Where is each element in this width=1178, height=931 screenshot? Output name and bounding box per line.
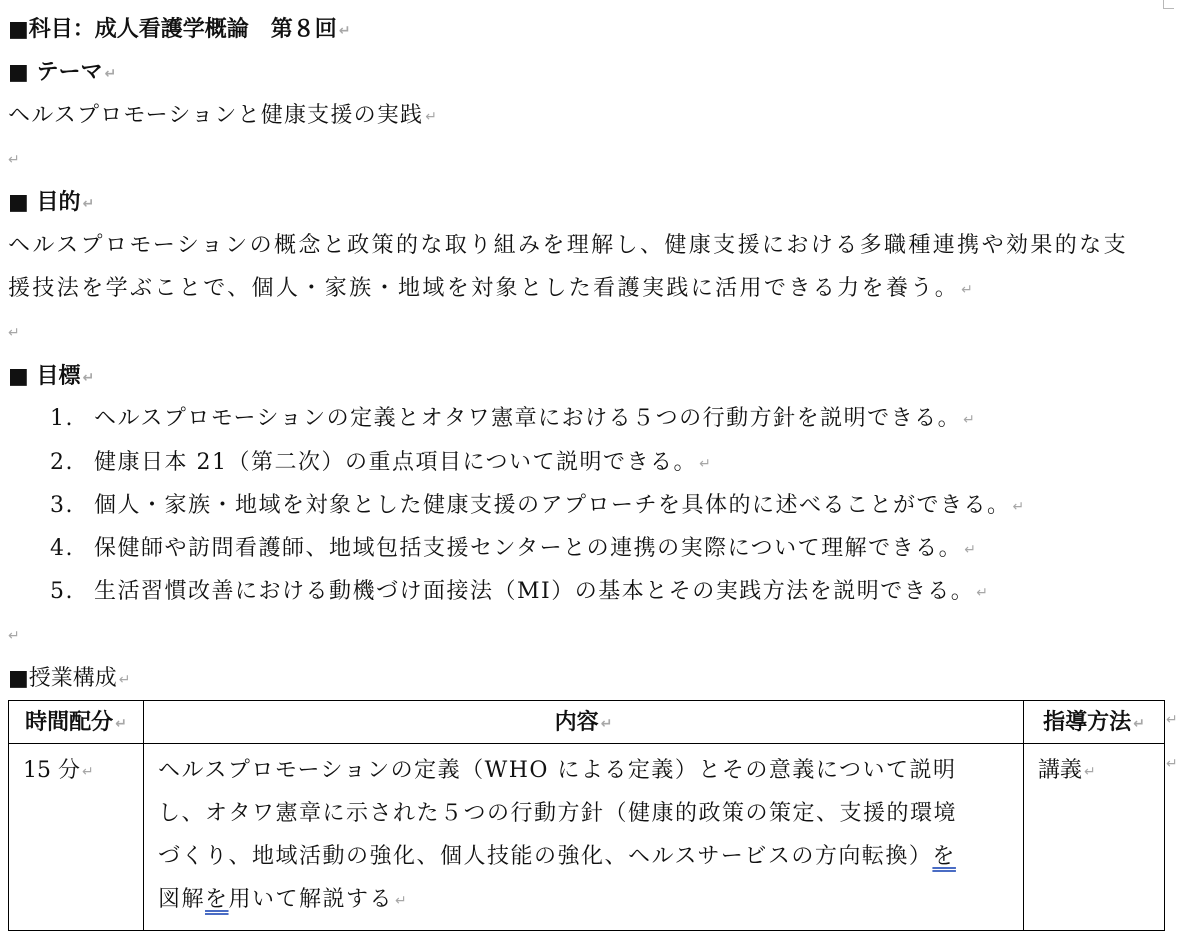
table-header-cell[interactable] — [9, 701, 144, 744]
page-corner-marker — [1163, 0, 1174, 9]
content-line-text: 図解 — [158, 887, 206, 912]
goal-text: ヘルスプロモーションの定義とオタワ憲章における５つの行動方針を説明できる。 — [94, 406, 962, 431]
theme-heading-text: ■ テーマ — [8, 59, 103, 85]
theme-text[interactable] — [8, 101, 438, 132]
content-line: し、オタワ憲章に示された５つの行動方針（健康的政策の策定、支援的環境 — [158, 801, 958, 826]
paragraph-mark-icon: ↵ — [1084, 764, 1096, 780]
content-line — [158, 835, 1015, 878]
content-line — [158, 878, 1015, 923]
goal-item[interactable] — [50, 577, 989, 608]
purpose-line-1: ヘルスプロモーションの概念と政策的な取り組みを理解し、健康支援における多職種連携や効果的な支 — [8, 233, 1128, 258]
row-time: 15 分 — [23, 758, 80, 783]
paragraph-mark-icon: ↵ — [118, 672, 131, 688]
goal-number: 1. — [50, 406, 74, 431]
row-end-mark-icon: ↵ — [1166, 712, 1178, 728]
paragraph-mark-icon: ↵ — [115, 716, 127, 732]
purpose-line-2: 援技法を学ぶことで、個人・家族・地域を対象とした看護実践に活用できる力を養う。 — [8, 276, 960, 301]
header-method: 指導方法 — [1043, 709, 1132, 735]
goal-number: 5. — [50, 579, 74, 604]
row-method: 講義 — [1038, 758, 1083, 783]
empty-paragraph[interactable] — [8, 317, 20, 348]
row-end-mark-icon: ↵ — [1166, 756, 1178, 772]
goal-number: 4. — [50, 536, 74, 561]
paragraph-mark-icon: ↵ — [8, 325, 20, 341]
table-header-cell[interactable] — [1024, 701, 1165, 744]
goals-heading[interactable] — [8, 361, 94, 393]
purpose-heading-text: ■ 目的 — [8, 189, 81, 215]
goal-item[interactable] — [50, 404, 976, 435]
purpose-text-line[interactable] — [8, 274, 975, 305]
goal-text: 保健師や訪問看護師、地域包括支援センターとの連携の実際について理解できる。 — [94, 536, 963, 561]
schedule-table — [8, 700, 1165, 931]
paragraph-mark-icon: ↵ — [1012, 499, 1026, 515]
paragraph-mark-icon: ↵ — [82, 196, 95, 212]
content-line-text: づくり、地域活動の強化、個人技能の強化、ヘルスサービスの方向転換） — [158, 844, 933, 869]
empty-paragraph[interactable] — [8, 620, 20, 651]
paragraph-mark-icon: ↵ — [82, 764, 94, 780]
table-cell-time[interactable] — [9, 744, 144, 931]
paragraph-mark-icon: ↵ — [104, 66, 117, 82]
paragraph-mark-icon: ↵ — [600, 716, 613, 732]
goal-text: 健康日本 21（第二次）の重点項目について説明できる。 — [94, 450, 698, 475]
paragraph-mark-icon: ↵ — [8, 628, 20, 644]
goal-text: 生活習慣改善における動機づけ面接法（MI）の基本とその実践方法を説明できる。 — [94, 579, 975, 604]
goals-heading-text: ■ 目標 — [8, 363, 81, 389]
paragraph-mark-icon: ↵ — [338, 23, 351, 39]
paragraph-mark-icon: ↵ — [699, 456, 713, 472]
schedule-heading[interactable] — [8, 664, 131, 695]
course-heading[interactable] — [8, 14, 351, 46]
content-line: ヘルスプロモーションの定義（WHO による定義）とその意義について説明 — [158, 758, 957, 783]
theme-text-content: ヘルスプロモーションと健康支援の実践 — [8, 103, 424, 128]
goal-item[interactable] — [50, 534, 977, 565]
content-line-text: 用いて解説する — [228, 887, 394, 912]
grammar-flagged-text[interactable]: を — [205, 887, 229, 912]
purpose-heading[interactable] — [8, 187, 94, 219]
paragraph-mark-icon: ↵ — [963, 412, 977, 428]
goal-number: 3. — [50, 493, 74, 518]
header-content: 内容 — [554, 709, 599, 735]
paragraph-mark-icon: ↵ — [976, 585, 990, 601]
course-heading-text: ■科目：成人看護学概論 第８回 — [8, 16, 337, 42]
paragraph-mark-icon: ↵ — [82, 370, 95, 386]
goal-number: 2. — [50, 450, 74, 475]
schedule-heading-text: ■授業構成 — [8, 666, 117, 691]
goal-item[interactable] — [50, 448, 712, 479]
paragraph-mark-icon: ↵ — [961, 282, 976, 298]
paragraph-mark-icon: ↵ — [8, 152, 20, 168]
table-cell-method[interactable] — [1024, 744, 1165, 931]
purpose-text-line[interactable] — [8, 231, 1128, 261]
grammar-flagged-text[interactable]: を — [932, 844, 956, 869]
paragraph-mark-icon: ↵ — [964, 542, 978, 558]
goal-text: 個人・家族・地域を対象とした健康支援のアプローチを具体的に述べることができる。 — [94, 493, 1011, 518]
theme-heading[interactable] — [8, 57, 116, 89]
empty-paragraph[interactable] — [8, 144, 20, 175]
goal-item[interactable] — [50, 491, 1026, 522]
table-header-cell[interactable] — [144, 701, 1024, 744]
paragraph-mark-icon: ↵ — [395, 893, 409, 909]
paragraph-mark-icon: ↵ — [425, 109, 439, 125]
table-cell-content[interactable] — [144, 744, 1024, 931]
header-time: 時間配分 — [25, 709, 114, 735]
paragraph-mark-icon: ↵ — [1133, 716, 1145, 732]
